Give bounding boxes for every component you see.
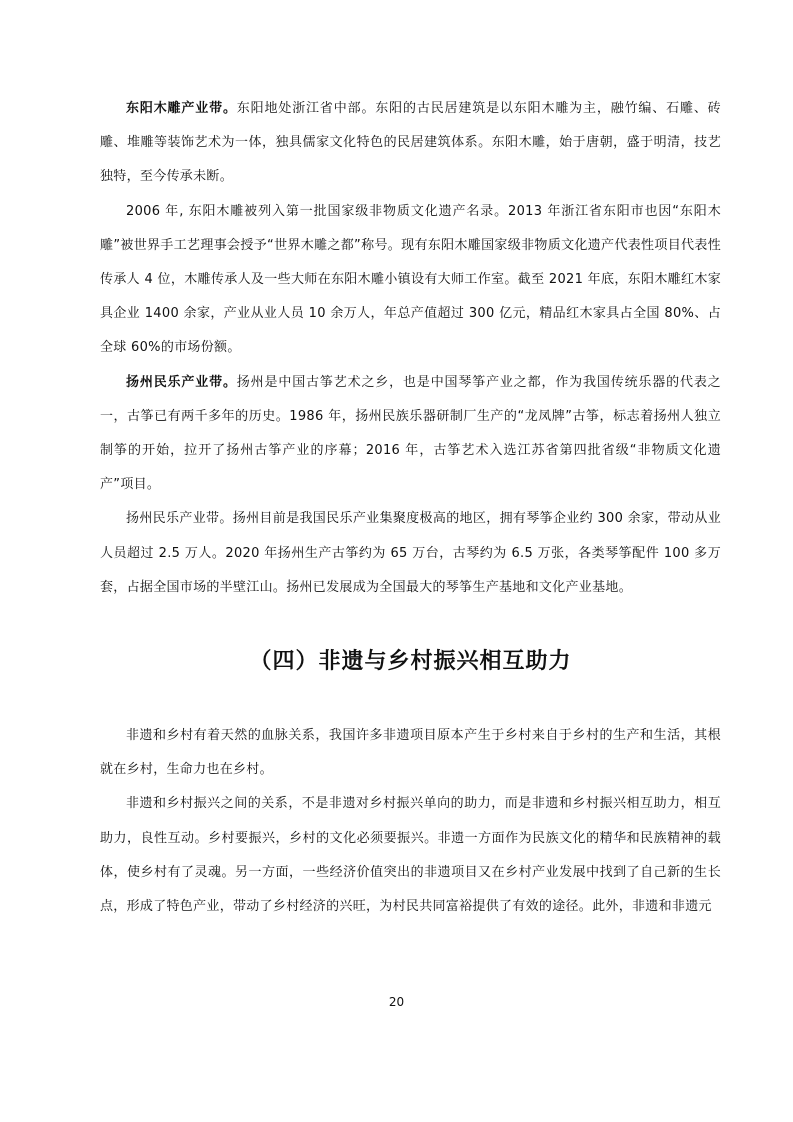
paragraph-lead-yangzhou: 扬州民乐产业带。 — [126, 374, 237, 390]
paragraph-heritage-revitalization: 非遗和乡村振兴之间的关系，不是非遗对乡村振兴单向的助力，而是非遗和乡村振兴相互助力，相互助力，良性互动。乡村要振兴，乡村的文化必须要振兴。非遗一方面作为民族文化的精华和民族精神的载体，使乡村有了灵魂。另一方面，一些经济价值突出的非遗项目又在乡村产业发展中找到了自己新的生长点，形成了特色产业，带动了乡村经济的兴旺，为村民共同富裕提供了有效的途径。此外，非遗和非遗元 — [100, 796, 721, 915]
paragraph-lead-dongyang: 东阳木雕产业带。 — [126, 101, 237, 116]
paragraph-text-dongyang: 东阳地处浙江省中部。东阳的古民居建筑是以东阳木雕为主，融竹编、石雕、砖雕、堆雕等装饰艺术为一体，独具儒家文化特色的民居建筑体系。东阳木雕，始于唐朝，盛于明清，技艺独特，至今传承未断。 — [100, 101, 721, 185]
section-heading: （四）非遗与乡村振兴相互助力 — [249, 649, 572, 675]
paragraph-dongyang-heritage: 2006 年, 东阳木雕被列入第一批国家级非物质文化遗产名录。2013 年浙江省东阳市也因“东阳木雕”被世界手工艺理事会授予“世界木雕之都”称号。现有东阳木雕国家级非物质文化遗产代表性项目代表性传承人 4 位，木雕传承人及一些大师在东阳木雕小镇设有大师工作室。截至 2021 年底，东阳木雕红木家具企业 1400 余家，产业从业人员 10 余万人，年总产值超过 300 亿元，精品红木家具占全国 80%、占全球 60%的市场份额。 — [100, 203, 721, 356]
paragraph-dongyang-woodcarving — [100, 92, 721, 195]
paragraph-yangzhou-industry: 扬州民乐产业带。扬州目前是我国民乐产业集聚度极高的地区，拥有琴筝企业约 300 余家，带动从业人员超过 2.5 万人。2020 年扬州生产古筝约为 65 万台，古琴约为 6.5 万张，各类琴筝配件 100 多万套，占据全国市场的半壁江山。扬州已发展成为全国最大的琴筝生产基地和文化产业基地。 — [100, 511, 721, 595]
page-number: 20 — [388, 995, 405, 1009]
paragraph-text-yangzhou: 扬州是中国古筝艺术之乡，也是中国琴筝产业之都，作为我国传统乐器的代表之一，古筝已有两千多年的历史。1986 年，扬州民族乐器研制厂生产的“龙凤牌”古筝，标志着扬州人独立制筝的开始，拉开了扬州古筝产业的序幕；2016 年，古筝艺术入选江苏省第四批省级“非物质文化遗产”项目。 — [100, 374, 721, 493]
page-content — [100, 92, 721, 924]
paragraph-yangzhou-music — [100, 366, 721, 503]
paragraph-heritage-village: 非遗和乡村有着天然的血脉关系，我国许多非遗项目原本产生于乡村来自于乡村的生产和生活，其根就在乡村，生命力也在乡村。 — [100, 728, 721, 778]
